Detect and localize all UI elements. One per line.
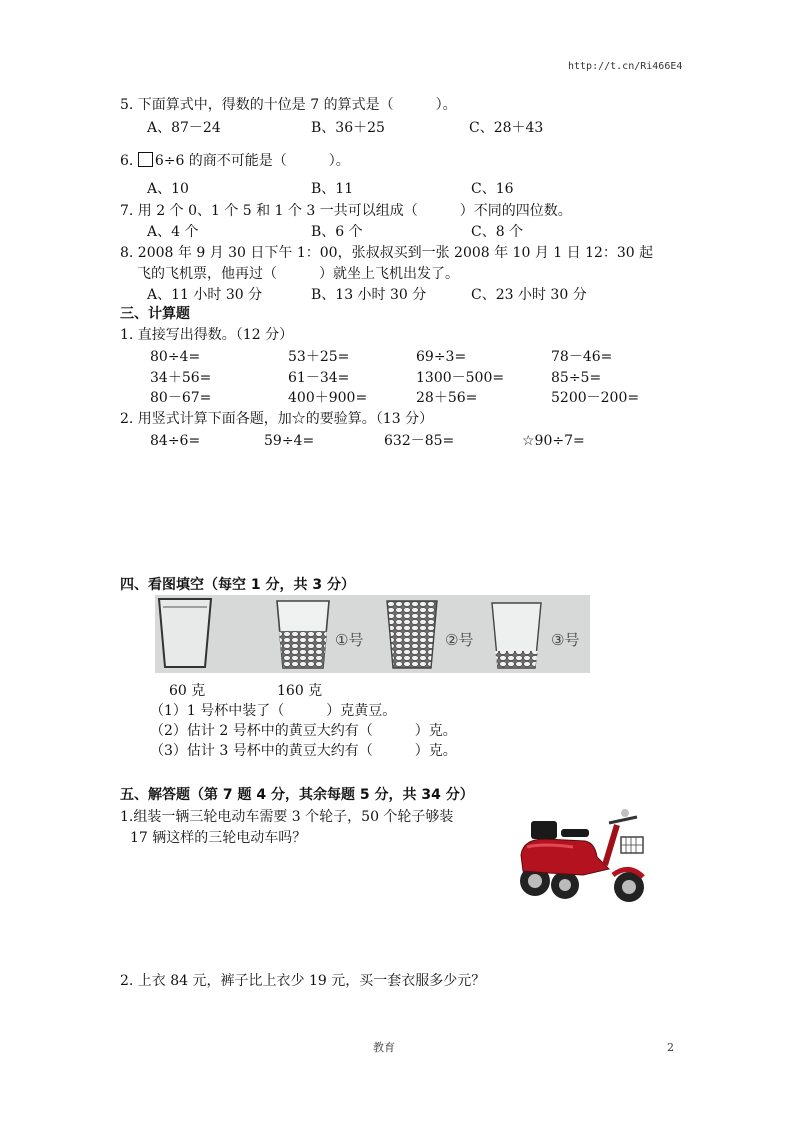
calc-item: 1300－500= — [416, 370, 505, 386]
calc-item: 5200－200= — [551, 390, 640, 406]
cups-illustration — [155, 595, 590, 673]
q8-stem-line1: 8. 2008 年 9 月 30 日下午 1：00，张叔叔买到一张 2008 年 10 月 1 日 12：30 起 — [120, 245, 654, 261]
calc-item: 400＋900= — [288, 390, 368, 406]
q8-stem-line2: 飞的飞机票，他再过（ ）就坐上飞机出发了。 — [137, 266, 459, 282]
s3-q2-stem: 2. 用竖式计算下面各题，加☆的要验算。（13 分） — [120, 411, 434, 427]
vertical-calc-item: 84÷6= — [150, 433, 201, 449]
section3-title: 三、计算题 — [120, 306, 190, 322]
empty-cup-icon — [159, 599, 211, 667]
cup-1-icon — [335, 601, 437, 668]
q8-option-a: A、11 小时 30 分 — [147, 287, 263, 303]
page-number: 2 — [667, 1041, 674, 1054]
vertical-calc-item: 632－85= — [384, 433, 455, 449]
calc-item: 69÷3= — [416, 349, 467, 365]
electric-tricycle-image — [513, 803, 648, 913]
q7-stem: 7. 用 2 个 0、1 个 5 和 1 个 3 一共可以组成（ ）不同的四位数。 — [120, 203, 572, 219]
calc-item: 80－67= — [150, 390, 212, 406]
vertical-calc-item: 59÷4= — [264, 433, 315, 449]
reference-cup-icon — [277, 601, 329, 668]
calc-item: 85÷5= — [551, 370, 602, 386]
q5-option-c: C、28＋43 — [469, 120, 544, 136]
q6-option-b: B、11 — [311, 181, 354, 197]
s5-q1-line2: 17 辆这样的三轮电动车吗？ — [130, 830, 307, 846]
s3-q1-stem: 1. 直接写出得数。（12 分） — [120, 327, 294, 343]
q7-option-a: A、4 个 — [147, 224, 199, 240]
q8-option-b: B、13 小时 30 分 — [311, 287, 427, 303]
calc-item: 53＋25= — [288, 349, 350, 365]
q7-option-b: B、6 个 — [311, 224, 363, 240]
q5-option-b: B、36＋25 — [311, 120, 385, 136]
q5-stem: 5. 下面算式中，得数的十位是 7 的算式是（ ）。 — [120, 97, 457, 113]
calc-item: 61－34= — [288, 370, 350, 386]
footer-center: 教育 — [373, 1041, 395, 1054]
q5-option-a: A、87－24 — [147, 120, 221, 136]
calc-item: 78－46= — [551, 349, 613, 365]
s5-q2: 2. 上衣 84 元，裤子比上衣少 19 元，买一套衣服多少元？ — [120, 973, 486, 989]
s4-question-1: （1）1 号杯中装了（ ）克黄豆。 — [150, 703, 397, 719]
q8-option-c: C、23 小时 30 分 — [471, 287, 587, 303]
vertical-calc-item: ☆90÷7= — [522, 433, 585, 449]
weight-60: 60 克 — [169, 683, 206, 699]
weight-160: 160 克 — [277, 683, 323, 699]
cup-2-label: ②号 — [445, 631, 474, 649]
section4-title: 四、看图填空（每空 1 分，共 3 分） — [120, 577, 355, 593]
s5-q1-line1: 1.组装一辆三轮电动车需要 3 个轮子，50 个轮子够装 — [120, 809, 454, 825]
q6-option-a: A、10 — [147, 181, 189, 197]
calc-item: 80÷4= — [150, 349, 201, 365]
calc-item: 28＋56= — [416, 390, 478, 406]
section5-title: 五、解答题（第 7 题 4 分，其余每题 5 分，共 34 分） — [120, 787, 474, 803]
s4-question-2: （2）估计 2 号杯中的黄豆大约有（ ）克。 — [150, 723, 457, 739]
q6-option-c: C、16 — [471, 181, 514, 197]
q7-option-c: C、8 个 — [471, 224, 524, 240]
calc-item: 34＋56= — [150, 370, 212, 386]
source-url: http://t.cn/Ri466E4 — [568, 61, 683, 72]
cup-3-label: ③号 — [551, 631, 580, 649]
q6-stem: 6. 6÷6 的商不可能是（ ）。 — [120, 153, 350, 169]
cup-2-icon — [445, 603, 541, 668]
blank-box-icon — [138, 152, 153, 167]
s4-question-3: （3）估计 3 号杯中的黄豆大约有（ ）克。 — [150, 743, 457, 759]
cup-1-label: ①号 — [335, 631, 364, 649]
